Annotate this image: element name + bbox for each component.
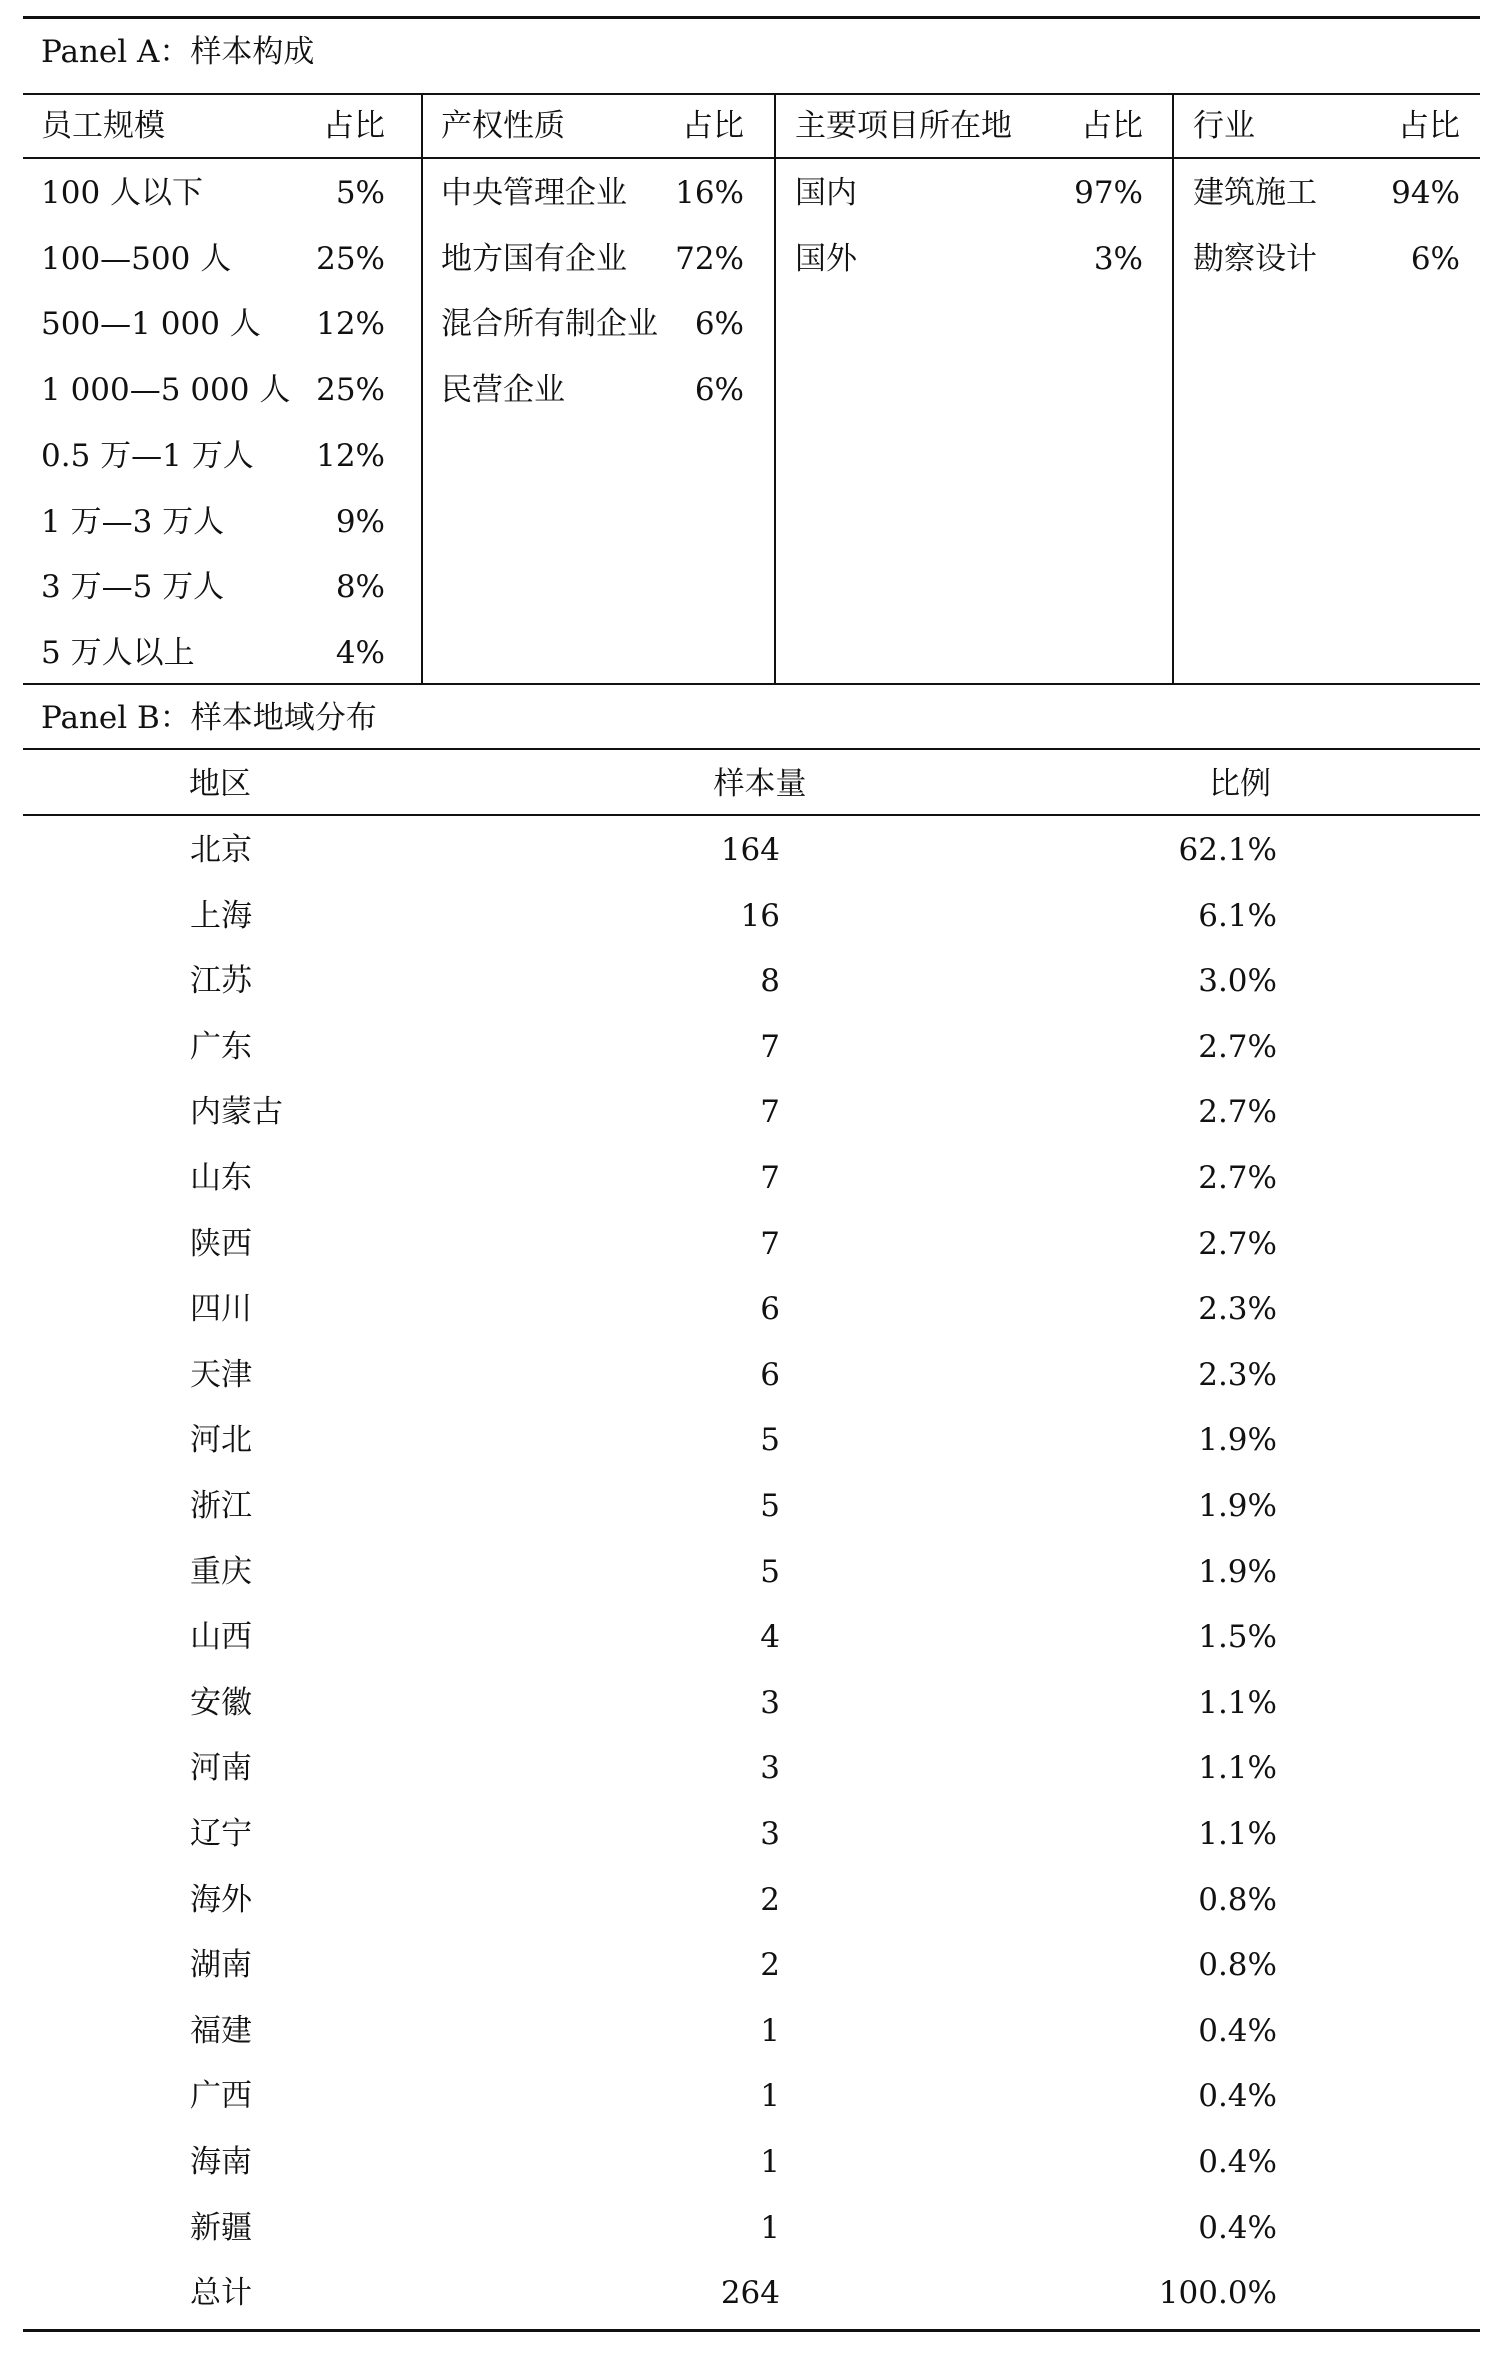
panel-a-cell-value: 25% [316, 241, 385, 277]
top-rule [23, 16, 1480, 19]
panel-b-count: 2 [760, 1882, 780, 1918]
panel-b-region: 陕西 [190, 1226, 252, 1262]
panel-a-cell-value: 25% [316, 372, 385, 408]
panel-a-cell-label: 3 万—5 万人 [41, 569, 225, 605]
panel-b-title: Panel B：样本地域分布 [41, 700, 377, 736]
panel-a-divider-3 [1172, 94, 1174, 684]
panel-b-ratio: 3.0% [1198, 963, 1277, 999]
panel-a-cell-value: 94% [1391, 175, 1460, 211]
panel-b-count: 6 [760, 1357, 780, 1393]
panel-b-ratio: 1.5% [1198, 1619, 1277, 1655]
panel-a-cell-label: 100—500 人 [41, 241, 232, 277]
panel-a-cell-label: 国外 [795, 241, 857, 277]
panel-a-cell-value: 5% [335, 175, 385, 211]
panel-b-ratio: 62.1% [1178, 832, 1277, 868]
panel-a-header-rule [23, 157, 1480, 159]
panel-a-cell-label: 建筑施工 [1193, 175, 1317, 211]
panel-b-ratio: 0.4% [1198, 2144, 1277, 2180]
panel-b-count: 1 [760, 2078, 780, 2114]
panel-b-header-ratio: 比例 [1209, 766, 1271, 802]
panel-a-cell-label: 地方国有企业 [441, 241, 627, 277]
panel-b-region: 山西 [190, 1619, 252, 1655]
panel-b-ratio: 1.9% [1198, 1488, 1277, 1524]
panel-b-region: 山东 [190, 1160, 252, 1196]
panel-b-ratio: 2.3% [1198, 1291, 1277, 1327]
bottom-rule [23, 2329, 1480, 2332]
panel-a-cell-label: 1 万—3 万人 [41, 504, 225, 540]
panel-b-region: 北京 [190, 832, 252, 868]
panel-a-cell-label: 1 000—5 000 人 [41, 372, 291, 408]
panel-b-count: 5 [760, 1488, 780, 1524]
panel-a-bottom-rule [23, 683, 1480, 685]
panel-b-ratio: 1.9% [1198, 1554, 1277, 1590]
panel-a-col-4-header: 行业 [1193, 108, 1255, 144]
panel-b-region: 辽宁 [190, 1816, 252, 1852]
panel-b-ratio: 1.9% [1198, 1422, 1277, 1458]
panel-b-count: 7 [760, 1094, 780, 1130]
panel-b-count: 7 [760, 1226, 780, 1262]
panel-b-count: 8 [760, 963, 780, 999]
panel-b-count: 164 [720, 832, 780, 868]
panel-b-region: 重庆 [190, 1554, 252, 1590]
panel-b-region: 四川 [190, 1291, 252, 1327]
panel-a-cell-label: 国内 [795, 175, 857, 211]
panel-b-ratio: 1.1% [1198, 1685, 1277, 1721]
panel-b-region: 湖南 [190, 1947, 252, 1983]
panel-b-ratio: 2.7% [1198, 1094, 1277, 1130]
panel-b-region: 河北 [190, 1422, 252, 1458]
panel-b-ratio: 2.3% [1198, 1357, 1277, 1393]
panel-b-count: 5 [760, 1422, 780, 1458]
panel-b-region: 新疆 [190, 2210, 252, 2246]
panel-a-cell-value: 8% [335, 569, 385, 605]
panel-a-cell-label: 勘察设计 [1193, 241, 1317, 277]
panel-b-ratio: 0.4% [1198, 2210, 1277, 2246]
panel-a-divider-1 [421, 94, 423, 684]
panel-b-header-rule [23, 814, 1480, 816]
panel-a-cell-label: 5 万人以上 [41, 635, 195, 671]
panel-a-cell-value: 12% [316, 306, 385, 342]
panel-b-count: 2 [760, 1947, 780, 1983]
panel-a-title: Panel A：样本构成 [41, 34, 315, 70]
panel-b-ratio: 6.1% [1198, 898, 1277, 934]
panel-b-ratio: 0.4% [1198, 2078, 1277, 2114]
panel-a-cell-label: 混合所有制企业 [441, 306, 658, 342]
panel-b-region: 总计 [190, 2275, 252, 2311]
panel-b-region: 江苏 [190, 963, 252, 999]
panel-b-region: 海南 [190, 2144, 252, 2180]
panel-a-cell-value: 9% [335, 504, 385, 540]
panel-a-cell-value: 97% [1074, 175, 1143, 211]
panel-b-region: 广西 [190, 2078, 252, 2114]
panel-b-region: 福建 [190, 2013, 252, 2049]
panel-a-cell-label: 100 人以下 [41, 175, 204, 211]
panel-a-cell-value: 16% [675, 175, 744, 211]
panel-b-count: 16 [740, 898, 780, 934]
panel-a-col-1-header: 员工规模 [41, 108, 165, 144]
panel-a-col-3-share-header: 占比 [1081, 108, 1143, 144]
panel-b-count: 7 [760, 1160, 780, 1196]
panel-b-region: 广东 [190, 1029, 252, 1065]
panel-a-cell-label: 0.5 万—1 万人 [41, 438, 254, 474]
panel-b-ratio: 0.8% [1198, 1882, 1277, 1918]
panel-a-cell-value: 6% [694, 372, 744, 408]
panel-a-cell-label: 中央管理企业 [441, 175, 627, 211]
panel-a-cell-value: 4% [335, 635, 385, 671]
panel-b-count: 3 [760, 1685, 780, 1721]
panel-b-header-count: 样本量 [713, 766, 807, 802]
panel-b-count: 7 [760, 1029, 780, 1065]
panel-b-region: 河南 [190, 1750, 252, 1786]
panel-a-title-rule [23, 93, 1480, 95]
panel-a-divider-2 [774, 94, 776, 684]
panel-b-region: 上海 [190, 898, 252, 934]
panel-b-ratio: 0.4% [1198, 2013, 1277, 2049]
panel-b-region: 安徽 [190, 1685, 252, 1721]
panel-b-region: 海外 [190, 1882, 252, 1918]
panel-b-ratio: 0.8% [1198, 1947, 1277, 1983]
panel-b-ratio: 2.7% [1198, 1226, 1277, 1262]
panel-a-col-2-header: 产权性质 [441, 108, 565, 144]
panel-b-header-region: 地区 [189, 766, 251, 802]
panel-b-region: 内蒙古 [190, 1094, 283, 1130]
panel-b-count: 5 [760, 1554, 780, 1590]
panel-a-col-1-share-header: 占比 [323, 108, 385, 144]
panel-a-col-3-header: 主要项目所在地 [795, 108, 1012, 144]
panel-b-ratio: 1.1% [1198, 1816, 1277, 1852]
panel-b-count: 1 [760, 2144, 780, 2180]
panel-b-count: 4 [760, 1619, 780, 1655]
panel-a-cell-label: 民营企业 [441, 372, 565, 408]
panel-a-cell-label: 500—1 000 人 [41, 306, 261, 342]
panel-b-count: 3 [760, 1816, 780, 1852]
panel-b-count: 6 [760, 1291, 780, 1327]
panel-a-cell-value: 72% [675, 241, 744, 277]
panel-b-count: 1 [760, 2013, 780, 2049]
panel-b-region: 浙江 [190, 1488, 252, 1524]
panel-b-count: 264 [720, 2275, 780, 2311]
panel-a-col-2-share-header: 占比 [682, 108, 744, 144]
panel-a-col-4-share-header: 占比 [1398, 108, 1460, 144]
panel-a-cell-value: 6% [694, 306, 744, 342]
panel-b-title-rule [23, 748, 1480, 750]
panel-b-ratio: 1.1% [1198, 1750, 1277, 1786]
panel-b-count: 3 [760, 1750, 780, 1786]
panel-a-cell-value: 12% [316, 438, 385, 474]
panel-b-region: 天津 [190, 1357, 252, 1393]
panel-a-cell-value: 6% [1410, 241, 1460, 277]
panel-b-count: 1 [760, 2210, 780, 2246]
panel-a-cell-value: 3% [1093, 241, 1143, 277]
panel-b-ratio: 2.7% [1198, 1029, 1277, 1065]
panel-b-ratio: 2.7% [1198, 1160, 1277, 1196]
panel-b-ratio: 100.0% [1158, 2275, 1277, 2311]
